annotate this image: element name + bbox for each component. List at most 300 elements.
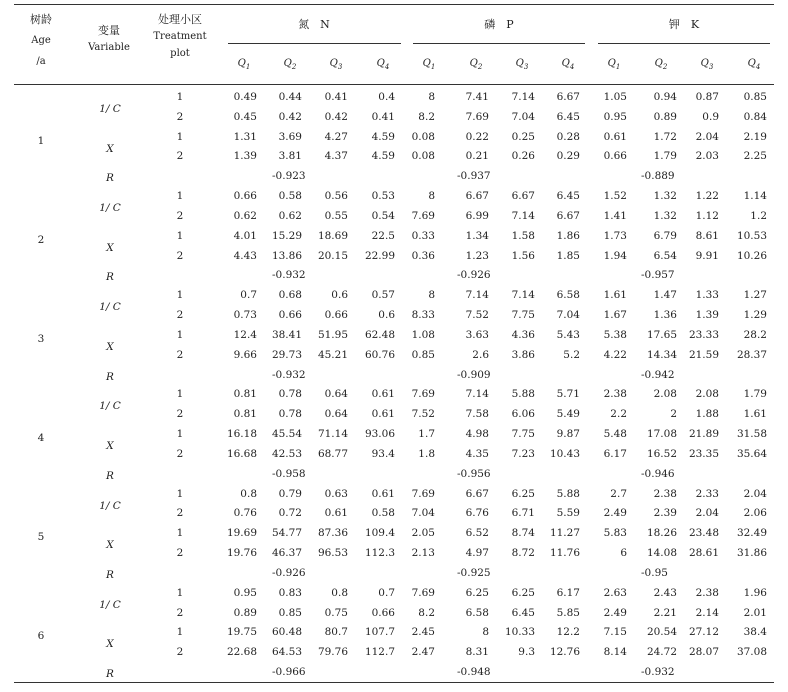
plot-label: 2 — [176, 408, 184, 421]
table-cell: 16.52 — [646, 447, 677, 460]
table-cell: 2.06 — [743, 507, 767, 520]
table-cell: 22.5 — [371, 229, 395, 242]
table-cell: 0.26 — [511, 150, 535, 163]
variable-label-r: R — [106, 568, 114, 581]
table-cell: 2.38 — [695, 586, 719, 599]
table-cell: 2.2 — [610, 408, 627, 421]
table-cell: 22.99 — [364, 249, 395, 262]
table-cell: 2.08 — [653, 388, 677, 401]
plot-label: 2 — [176, 249, 184, 262]
table-cell: 0.08 — [411, 130, 435, 143]
table-cell: 0.21 — [465, 150, 489, 163]
table-cell: 51.95 — [317, 328, 348, 341]
table-cell: 0.6 — [378, 309, 395, 322]
table-cell: 2.04 — [695, 507, 719, 520]
top-rule — [14, 4, 774, 5]
table-cell: 4.37 — [324, 150, 348, 163]
table-cell: 0.61 — [324, 507, 348, 520]
table-cell: 12.2 — [556, 626, 580, 639]
table-cell: 2.14 — [695, 606, 719, 619]
table-cell: 8.74 — [511, 527, 535, 540]
table-cell: 0.41 — [324, 91, 348, 103]
table-cell: 1.31 — [233, 130, 257, 143]
table-cell: 22.68 — [226, 646, 257, 659]
table-cell: 1.39 — [233, 150, 257, 163]
table-cell: 2.04 — [743, 487, 767, 500]
table-cell: 7.52 — [465, 309, 489, 322]
group-rule-k — [598, 43, 770, 44]
table-cell: 0.22 — [465, 130, 489, 143]
table-cell: 0.79 — [278, 487, 302, 500]
table-cell: 0.56 — [324, 190, 348, 203]
table-cell: 24.72 — [646, 646, 677, 659]
table-cell: 7.75 — [511, 428, 535, 441]
table-cell: 31.58 — [736, 428, 767, 441]
table-cell: 2.49 — [603, 606, 627, 619]
table-cell: 60.76 — [364, 348, 395, 361]
table-cell: 10.53 — [736, 229, 767, 242]
plot-label: 2 — [176, 507, 184, 520]
table-cell: 7.69 — [411, 209, 435, 222]
variable-label-x: X — [106, 340, 114, 353]
table-cell: 0.45 — [233, 110, 257, 123]
plot-label: 2 — [176, 606, 184, 619]
table-cell: 1.8 — [418, 447, 435, 460]
table-cell: 2.38 — [653, 487, 677, 500]
table-cell: 0.7 — [378, 586, 395, 599]
table-cell: 5.49 — [556, 408, 580, 421]
table-cell: 23.33 — [688, 328, 719, 341]
table-cell: 71.14 — [317, 428, 348, 441]
plot-label: 2 — [176, 447, 184, 460]
table-cell: 8 — [428, 190, 435, 203]
table-cell: 7.52 — [411, 408, 435, 421]
table-cell: 7.04 — [511, 110, 535, 123]
plot-label: 1 — [176, 190, 184, 203]
table-cell: 2.43 — [653, 586, 677, 599]
correlation-value: -0.946 — [641, 467, 675, 480]
table-cell: 18.69 — [317, 229, 348, 242]
table-cell: 1.67 — [603, 309, 627, 322]
table-cell: 1.72 — [653, 130, 677, 143]
table-cell: 29.73 — [271, 348, 302, 361]
table-cell: 16.18 — [226, 428, 257, 441]
table-cell: 0.29 — [556, 150, 580, 163]
correlation-value: -0.932 — [272, 368, 306, 381]
plot-label: 1 — [176, 130, 184, 143]
table-cell: 28.37 — [736, 348, 767, 361]
table-cell: 4.43 — [233, 249, 257, 262]
plot-label: 1 — [176, 229, 184, 242]
table-cell: 2.05 — [411, 527, 435, 540]
table-cell: 0.49 — [233, 91, 257, 103]
correlation-value: -0.926 — [272, 566, 306, 579]
table-cell: 0.66 — [233, 190, 257, 203]
table-cell: 2.13 — [411, 547, 435, 560]
q-header-cell: $Q_1$ — [422, 58, 436, 71]
variable-label-x: X — [106, 142, 114, 155]
table-cell: 3.86 — [511, 348, 535, 361]
table-cell: 19.76 — [226, 547, 257, 560]
table-cell: 35.64 — [736, 447, 767, 460]
table-cell: 68.77 — [317, 447, 348, 460]
table-cell: 21.89 — [688, 428, 719, 441]
variable-label-inv-c: 1/ C — [99, 301, 121, 314]
table-cell: 1.12 — [695, 209, 719, 222]
table-cell: 1.56 — [511, 249, 535, 262]
table-cell: 0.61 — [371, 388, 395, 401]
table-cell: 0.78 — [278, 388, 302, 401]
age-label: 1 — [37, 134, 45, 147]
table-cell: 109.4 — [364, 527, 395, 540]
table-cell: 1.47 — [653, 289, 677, 302]
table-cell: 45.54 — [271, 428, 302, 441]
correlation-value: -0.942 — [641, 368, 675, 381]
table-cell: 10.43 — [549, 447, 580, 460]
table-cell: 8.72 — [511, 547, 535, 560]
table-cell: 1.79 — [653, 150, 677, 163]
group-rule-p — [413, 43, 585, 44]
table-cell: 93.06 — [364, 428, 395, 441]
table-cell: 32.49 — [736, 527, 767, 540]
table-cell: 4.59 — [371, 130, 395, 143]
table-cell: 0.42 — [324, 110, 348, 123]
table-cell: 9.87 — [556, 428, 580, 441]
table-cell: 7.69 — [411, 586, 435, 599]
table-cell: 5.38 — [603, 328, 627, 341]
table-cell: 1.08 — [411, 328, 435, 341]
table-cell: 0.36 — [411, 249, 435, 262]
table-cell: 7.04 — [556, 309, 580, 322]
table-cell: 6.58 — [556, 289, 580, 302]
correlation-value: -0.926 — [457, 269, 491, 282]
plot-label: 2 — [176, 547, 184, 560]
table-cell: 1.34 — [465, 229, 489, 242]
table-cell: 4.01 — [233, 229, 257, 242]
variable-label-r: R — [106, 469, 114, 482]
table-cell: 4.59 — [371, 150, 395, 163]
table-cell: 8.33 — [411, 309, 435, 322]
table-cell: 1.73 — [603, 229, 627, 242]
table-cell: 0.66 — [371, 606, 395, 619]
table-cell: 2.08 — [695, 388, 719, 401]
correlation-value: -0.932 — [272, 269, 306, 282]
table-cell: 0.66 — [603, 150, 627, 163]
variable-label-inv-c: 1/ C — [99, 400, 121, 413]
table-cell: 10.33 — [504, 626, 535, 639]
q-header-cell: $Q_2$ — [469, 58, 483, 71]
table-cell: 2.7 — [610, 487, 627, 500]
table-cell: 9.91 — [695, 249, 719, 262]
table-cell: 96.53 — [317, 547, 348, 560]
correlation-value: -0.923 — [272, 170, 306, 183]
table-cell: 6.17 — [556, 586, 580, 599]
table-cell: 12.4 — [233, 328, 257, 341]
table-cell: 0.61 — [371, 408, 395, 421]
table-cell: 1.2 — [750, 209, 767, 222]
plot-label: 2 — [176, 209, 184, 222]
plot-label: 1 — [176, 289, 184, 302]
table-cell: 5.88 — [511, 388, 535, 401]
table-cell: 62.48 — [364, 328, 395, 341]
table-cell: 11.76 — [549, 547, 580, 560]
plot-label: 1 — [176, 626, 184, 639]
table-cell: 8.2 — [418, 110, 435, 123]
q-header-cell: $Q_3$ — [700, 58, 714, 71]
table-cell: 1.88 — [695, 408, 719, 421]
table-cell: 0.7 — [240, 289, 257, 302]
variable-label-x: X — [106, 539, 114, 552]
table-cell: 0.44 — [278, 91, 302, 103]
table-cell: 107.7 — [364, 626, 395, 639]
table-cell: 0.57 — [371, 289, 395, 302]
table-cell: 1.23 — [465, 249, 489, 262]
table-cell: 0.84 — [743, 110, 767, 123]
variable-label-inv-c: 1/ C — [99, 202, 121, 215]
table-cell: 0.68 — [278, 289, 302, 302]
plot-label: 1 — [176, 487, 184, 500]
table-cell: 23.35 — [688, 447, 719, 460]
table-cell: 5.71 — [556, 388, 580, 401]
table-cell: 1.33 — [695, 289, 719, 302]
table-cell: 7.23 — [511, 447, 535, 460]
table-cell: 38.41 — [271, 328, 302, 341]
table-cell: 10.26 — [736, 249, 767, 262]
table-cell: 0.63 — [324, 487, 348, 500]
table-cell: 0.62 — [233, 209, 257, 222]
table-cell: 7.15 — [603, 626, 627, 639]
table-cell: 7.14 — [465, 289, 489, 302]
table-cell: 3.81 — [278, 150, 302, 163]
table-cell: 6 — [620, 547, 627, 560]
table-cell: 2.63 — [603, 586, 627, 599]
table-cell: 21.59 — [688, 348, 719, 361]
table-cell: 5.43 — [556, 328, 580, 341]
table-cell: 0.78 — [278, 408, 302, 421]
table-cell: 1.79 — [743, 388, 767, 401]
table-cell: 13.86 — [271, 249, 302, 262]
q-header-cell: $Q_1$ — [237, 58, 251, 71]
age-label: 6 — [37, 630, 45, 643]
q-header-cell: $Q_2$ — [283, 58, 297, 71]
table-cell: 6.45 — [556, 190, 580, 203]
table-cell: 6.67 — [511, 190, 535, 203]
age-label: 2 — [37, 233, 45, 246]
table-cell: 0.61 — [603, 130, 627, 143]
table-cell: 0.58 — [278, 190, 302, 203]
table-cell: 0.33 — [411, 229, 435, 242]
table-cell: 4.98 — [465, 428, 489, 441]
table-cell: 0.28 — [556, 130, 580, 143]
table-cell: 1.94 — [603, 249, 627, 262]
table-cell: 5.85 — [556, 606, 580, 619]
table-cell: 93.4 — [371, 447, 395, 460]
table-cell: 0.53 — [371, 190, 395, 203]
header-variable: 变量 Variable — [88, 24, 130, 53]
table-cell: 2.38 — [603, 388, 627, 401]
table-cell: 2.19 — [743, 130, 767, 143]
plot-label: 2 — [176, 348, 184, 361]
table-cell: 0.9 — [702, 110, 719, 123]
table-cell: 1.7 — [418, 428, 435, 441]
table-cell: 6.58 — [465, 606, 489, 619]
table-cell: 2 — [670, 408, 677, 421]
table-cell: 0.08 — [411, 150, 435, 163]
table-cell: 2.25 — [743, 150, 767, 163]
correlation-value: -0.925 — [457, 566, 491, 579]
table-cell: 5.88 — [556, 487, 580, 500]
table-cell: 0.76 — [233, 507, 257, 520]
table-cell: 11.27 — [549, 527, 580, 540]
correlation-value: -0.889 — [641, 170, 675, 183]
table-cell: 80.7 — [324, 626, 348, 639]
table-cell: 1.96 — [743, 586, 767, 599]
table-cell: 46.37 — [271, 547, 302, 560]
table-cell: 6.67 — [465, 487, 489, 500]
table-cell: 0.89 — [653, 110, 677, 123]
table-cell: 2.03 — [695, 150, 719, 163]
plot-label: 2 — [176, 646, 184, 659]
correlation-value: -0.937 — [457, 170, 491, 183]
variable-label-r: R — [106, 668, 114, 681]
correlation-value: -0.932 — [641, 666, 675, 679]
table-cell: 7.58 — [465, 408, 489, 421]
table-cell: 6.25 — [511, 487, 535, 500]
q-header-cell: $Q_3$ — [515, 58, 529, 71]
table-cell: 2.01 — [743, 606, 767, 619]
table-cell: 15.29 — [271, 229, 302, 242]
table-cell: 0.4 — [378, 91, 395, 103]
table-cell: 2.47 — [411, 646, 435, 659]
correlation-value: -0.958 — [272, 467, 306, 480]
table-cell: 2.45 — [411, 626, 435, 639]
table-cell: 1.29 — [743, 309, 767, 322]
table-cell: 7.69 — [411, 388, 435, 401]
table-cell: 7.69 — [411, 487, 435, 500]
table-cell: 1.14 — [743, 190, 767, 203]
table-cell: 0.89 — [233, 606, 257, 619]
table-cell: 0.85 — [411, 348, 435, 361]
table-cell: 112.7 — [364, 646, 395, 659]
correlation-value: -0.948 — [457, 666, 491, 679]
table-cell: 4.35 — [465, 447, 489, 460]
table-cell: 4.22 — [603, 348, 627, 361]
table-cell: 0.6 — [331, 289, 348, 302]
table-cell: 6.25 — [511, 586, 535, 599]
table-cell: 4.27 — [324, 130, 348, 143]
table-cell: 1.85 — [556, 249, 580, 262]
table-cell: 28.07 — [688, 646, 719, 659]
table-cell: 4.97 — [465, 547, 489, 560]
table-cell: 1.52 — [603, 190, 627, 203]
table-cell: 7.04 — [411, 507, 435, 520]
table-cell: 6.67 — [556, 209, 580, 222]
table-cell: 0.72 — [278, 507, 302, 520]
table-cell: 1.36 — [653, 309, 677, 322]
table-cell: 0.66 — [324, 309, 348, 322]
table-cell: 0.94 — [653, 91, 677, 103]
table-cell: 8 — [428, 91, 435, 103]
table-cell: 1.27 — [743, 289, 767, 302]
table-cell: 0.64 — [324, 408, 348, 421]
table-cell: 6.54 — [653, 249, 677, 262]
table-cell: 2.39 — [653, 507, 677, 520]
correlation-value: -0.909 — [457, 368, 491, 381]
table-cell: 2.33 — [695, 487, 719, 500]
table-cell: 0.66 — [278, 309, 302, 322]
table-cell: 7.75 — [511, 309, 535, 322]
table-cell: 28.61 — [688, 547, 719, 560]
table-cell: 1.05 — [603, 91, 627, 103]
table-cell: 8.31 — [465, 646, 489, 659]
plot-label: 1 — [176, 91, 184, 103]
table-cell: 0.54 — [371, 209, 395, 222]
table-cell: 6.71 — [511, 507, 535, 520]
table-cell: 0.81 — [233, 408, 257, 421]
table-cell: 87.36 — [317, 527, 348, 540]
table-cell: 6.52 — [465, 527, 489, 540]
age-label: 4 — [37, 432, 45, 445]
correlation-value: -0.95 — [641, 566, 668, 579]
table-cell: 7.14 — [465, 388, 489, 401]
variable-label-x: X — [106, 241, 114, 254]
table-cell: 12.76 — [549, 646, 580, 659]
table-cell: 2.49 — [603, 507, 627, 520]
table-cell: 0.62 — [278, 209, 302, 222]
table-cell: 0.58 — [371, 507, 395, 520]
table-cell: 9.3 — [518, 646, 535, 659]
plot-label: 1 — [176, 586, 184, 599]
table-cell: 14.34 — [646, 348, 677, 361]
q-header-cell: $Q_2$ — [654, 58, 668, 71]
table-cell: 6.99 — [465, 209, 489, 222]
group-header-n: 氮 N — [298, 18, 330, 31]
table-cell: 8.14 — [603, 646, 627, 659]
table-cell: 2.04 — [695, 130, 719, 143]
variable-label-r: R — [106, 172, 114, 185]
plot-label: 1 — [176, 328, 184, 341]
q-header-cell: $Q_1$ — [607, 58, 621, 71]
plot-label: 2 — [176, 150, 184, 163]
table-cell: 1.41 — [603, 209, 627, 222]
table-cell: 0.25 — [511, 130, 535, 143]
header-plot: 处理小区 Treatment plot — [153, 13, 207, 59]
table-cell: 6.76 — [465, 507, 489, 520]
table-cell: 0.64 — [324, 388, 348, 401]
q-header-cell: $Q_4$ — [376, 58, 390, 71]
table-cell: 6.17 — [603, 447, 627, 460]
table-cell: 8 — [482, 626, 489, 639]
table-cell: 2.6 — [472, 348, 489, 361]
table-cell: 4.36 — [511, 328, 535, 341]
table-cell: 31.86 — [736, 547, 767, 560]
table-cell: 8.2 — [418, 606, 435, 619]
plot-label: 1 — [176, 388, 184, 401]
table-cell: 9.66 — [233, 348, 257, 361]
table-cell: 5.59 — [556, 507, 580, 520]
table-cell: 0.87 — [695, 91, 719, 103]
age-label: 3 — [37, 332, 45, 345]
table-cell: 18.26 — [646, 527, 677, 540]
table-cell: 60.48 — [271, 626, 302, 639]
table-cell: 2.21 — [653, 606, 677, 619]
table-cell: 8.61 — [695, 229, 719, 242]
q-header-cell: $Q_4$ — [561, 58, 575, 71]
table-cell: 112.3 — [364, 547, 395, 560]
q-header-cell: $Q_3$ — [329, 58, 343, 71]
table-cell: 1.32 — [653, 190, 677, 203]
table-cell: 0.61 — [371, 487, 395, 500]
